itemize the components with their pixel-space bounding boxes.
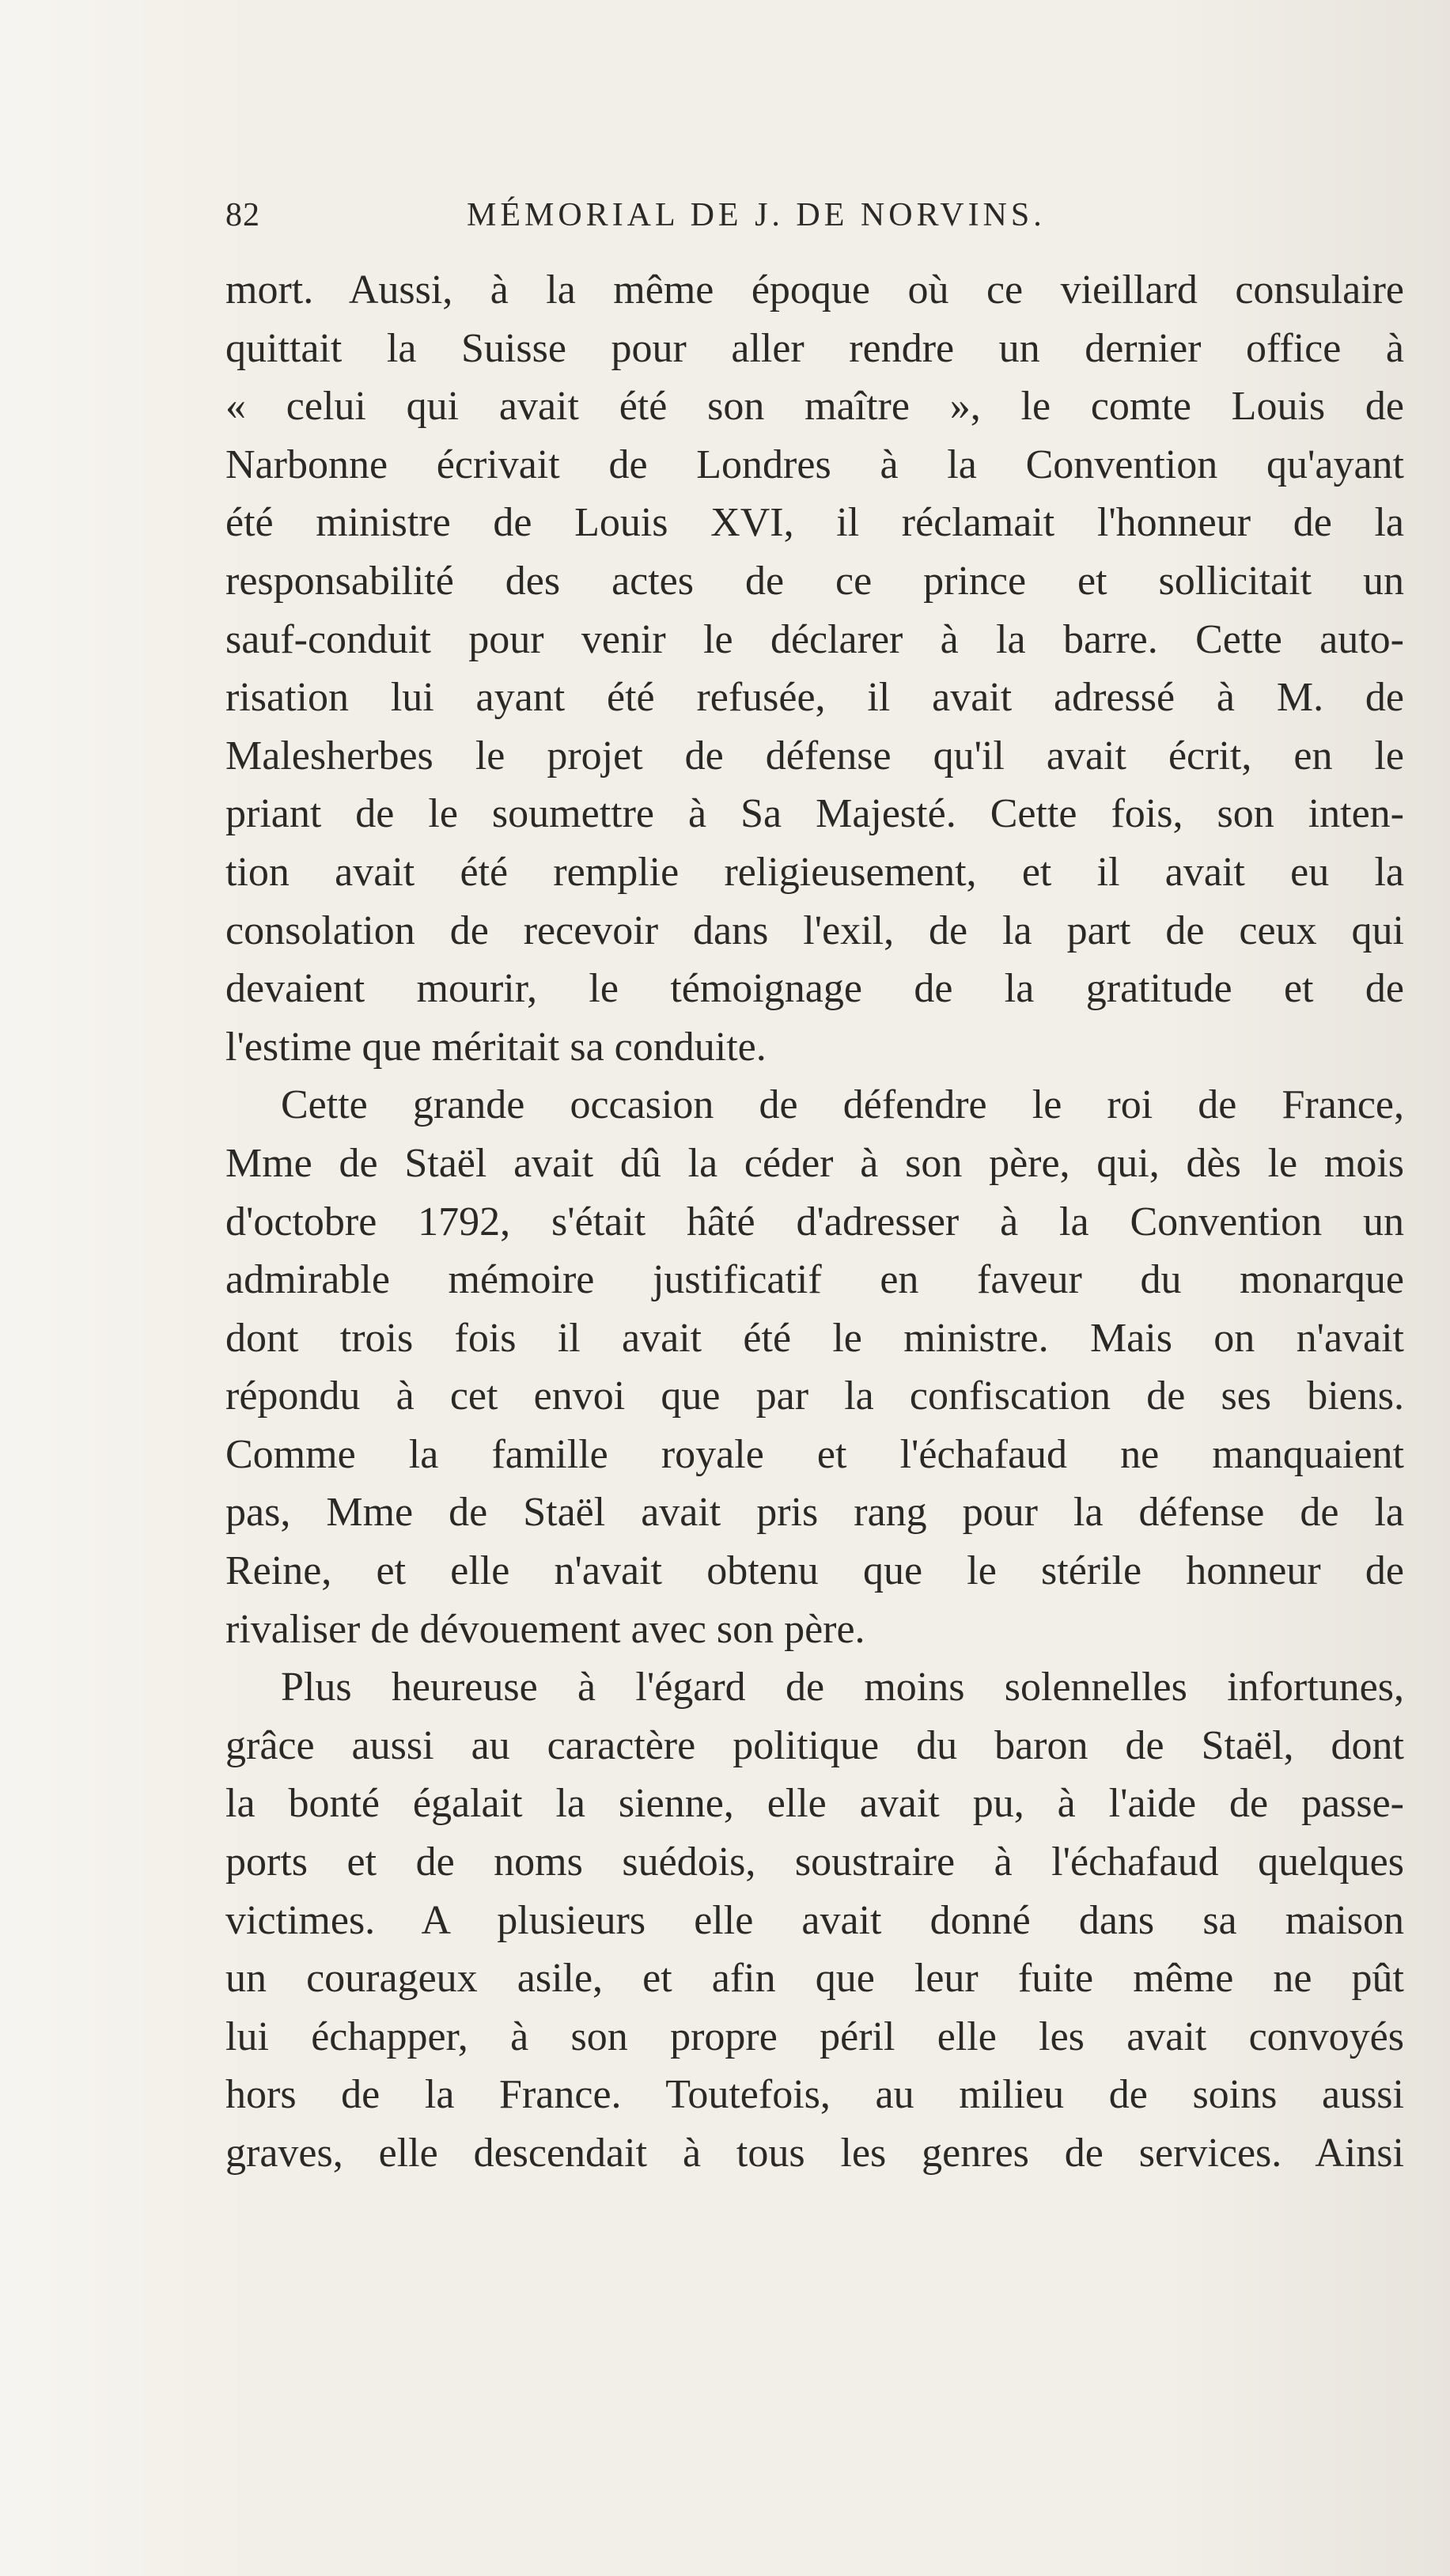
- text-line: Comme la famille royale et l'échafaud ne manquaient: [225, 1431, 1404, 1477]
- paragraph: [225, 1076, 1404, 1658]
- text-line: lui échapper, à son propre péril elle les avait convoyés: [225, 2013, 1404, 2059]
- text-line: été ministre de Louis XVI, il réclamait l'honneur de la: [225, 500, 1404, 546]
- text-line: Mme de Staël avait dû la céder à son père, qui, dès le mois: [225, 1140, 1404, 1186]
- text-line: l'estime que méritait sa conduite.: [225, 1024, 767, 1070]
- page-header: [225, 196, 1380, 252]
- text-line: répondu à cet envoi que par la confiscation de ses biens.: [225, 1373, 1404, 1419]
- text-line: pas, Mme de Staël avait pris rang pour la défense de la: [225, 1490, 1404, 1536]
- text-line: quittait la Suisse pour aller rendre un dernier office à: [225, 325, 1404, 371]
- paragraph: [225, 1658, 1404, 2182]
- text-line: hors de la France. Toutefois, au milieu de soins aussi: [225, 2072, 1404, 2118]
- text-line: Malesherbes le projet de défense qu'il avait écrit, en le: [225, 733, 1404, 778]
- text-line: risation lui ayant été refusée, il avait adressé à M. de: [225, 675, 1404, 721]
- text-line: d'octobre 1792, s'était hâté d'adresser à la Convention un: [225, 1199, 1404, 1244]
- text-line: devaient mourir, le témoignage de la gratitude et de: [225, 966, 1404, 1012]
- text-line: admirable mémoire justificatif en faveur du monarque: [225, 1257, 1404, 1303]
- text-line: ports et de noms suédois, soustraire à l'échafaud quelques: [225, 1839, 1404, 1885]
- paragraph: [225, 261, 1404, 1076]
- text-line: dont trois fois il avait été le ministre. Mais on n'avait: [225, 1315, 1404, 1361]
- text-line: grâce aussi au caractère politique du baron de Staël, dont: [225, 1722, 1404, 1768]
- text-line: Reine, et elle n'avait obtenu que le stérile honneur de: [225, 1548, 1404, 1594]
- text-line: sauf-conduit pour venir le déclarer à la barre. Cette auto-: [225, 616, 1404, 662]
- page-number: 82: [225, 197, 260, 233]
- text-line: victimes. A plusieurs elle avait donné dans sa maison: [225, 1897, 1404, 1943]
- body-text: [225, 261, 1404, 2183]
- text-line: consolation de recevoir dans l'exil, de la part de ceux qui: [225, 907, 1404, 953]
- text-line: un courageux asile, et afin que leur fuite même ne pût: [225, 1956, 1404, 2002]
- text-line: « celui qui avait été son maître », le comte Louis de: [225, 384, 1404, 430]
- text-line: tion avait été remplie religieusement, et il avait eu la: [225, 849, 1404, 895]
- text-line: priant de le soumettre à Sa Majesté. Cette fois, son inten-: [225, 791, 1404, 837]
- running-title: MÉMORIAL DE J. DE NORVINS.: [467, 197, 1046, 233]
- text-line: la bonté égalait la sienne, elle avait pu, à l'aide de passe-: [225, 1781, 1404, 1827]
- text-line: Cette grande occasion de défendre le roi de France,: [281, 1082, 1404, 1128]
- text-line: responsabilité des actes de ce prince et sollicitait un: [225, 558, 1404, 604]
- text-line: Plus heureuse à l'égard de moins solennelles infortunes,: [281, 1665, 1404, 1710]
- text-line: mort. Aussi, à la même époque où ce vieillard consulaire: [225, 267, 1404, 313]
- text-line: Narbonne écrivait de Londres à la Convention qu'ayant: [225, 441, 1404, 487]
- text-line: graves, elle descendait à tous les genres de services. Ainsi: [225, 2131, 1404, 2176]
- text-line: rivaliser de dévouement avec son père.: [225, 1606, 865, 1652]
